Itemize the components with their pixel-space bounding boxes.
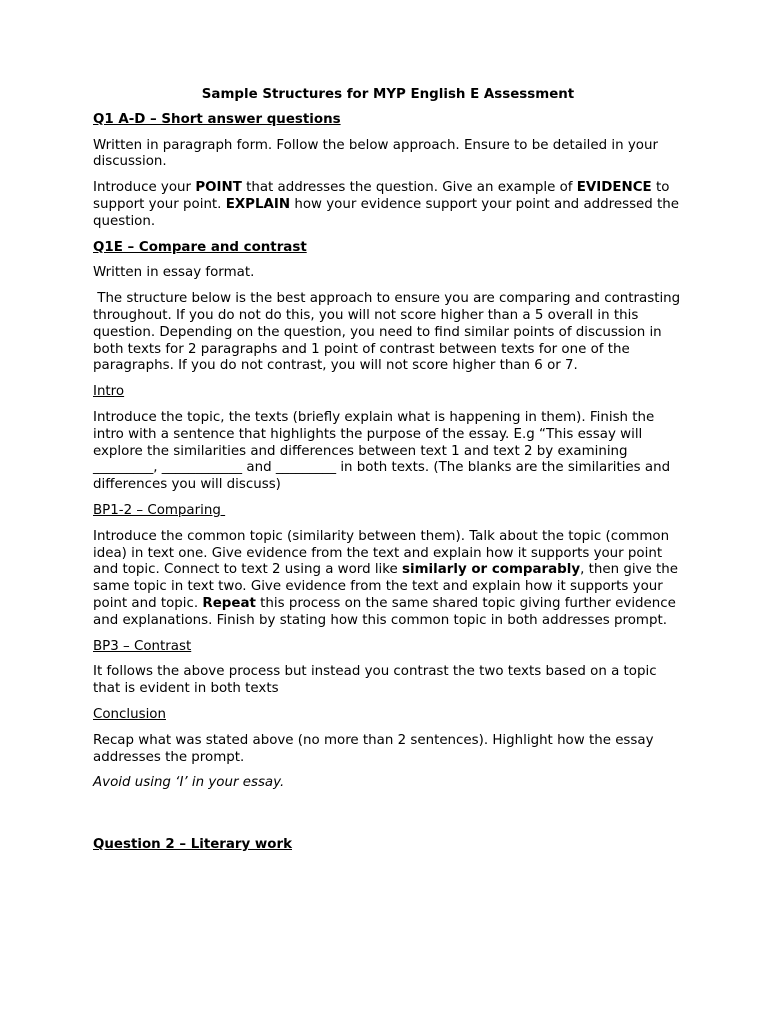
text-span: how your evidence support your point and addressed the question. <box>93 196 680 229</box>
heading-question-2-literary-work: Question 2 – Literary work <box>93 837 293 853</box>
q1-pee-structure <box>93 180 683 230</box>
heading-conclusion: Conclusion <box>93 706 166 722</box>
intro-body: Introduce the topic, the texts (briefly explain what is happening in them). Finish the intro with a sentence that highlights the purpose of the essay. E.g “This essay will explore the similarities and differences between text 1 and text 2 by examining _________, ____________ and _________ in both texts. (The blanks are the similarities and differences you will discuss) <box>93 409 671 493</box>
heading-bp1-2-comparing: BP1-2 – Comparing <box>93 502 226 518</box>
text-span: , then give the same topic in text two. Give evidence from the text and explain how it supports your point and topic. <box>93 562 678 611</box>
q1-paragraph-format: Written in paragraph form. Follow the below approach. Ensure to be detailed in your discussion. <box>93 137 658 170</box>
document-title: Sample Structures for MYP English E Assessment <box>201 87 575 102</box>
bold-explain: EXPLAIN <box>225 196 291 212</box>
spacer <box>93 801 683 837</box>
heading-q1-short-answer: Q1 A-D – Short answer questions <box>93 111 341 127</box>
bold-point: POINT <box>195 180 242 196</box>
text-span: this process on the same shared topic giving further evidence and explanations. Finish by stating how this common topic in both addresses prompt. <box>93 595 676 628</box>
bp3-body: It follows the above process but instead you contrast the two texts based on a topic that is evident in both texts <box>93 664 657 697</box>
heading-q1e-compare-contrast: Q1E – Compare and contrast <box>93 239 307 255</box>
conclusion-note: Avoid using ‘I’ in your essay. <box>93 775 285 791</box>
text-span: that addresses the question. Give an example of <box>241 180 577 196</box>
text-span: Introduce the common topic (similarity between them). Talk about the topic (common idea) in text one. Give evidence from the text and explain how it supports your point and topic. Connect to text 2 using a word like <box>93 528 670 578</box>
heading-intro: Intro <box>93 384 125 400</box>
bold-repeat: Repeat <box>202 595 256 611</box>
text-span: to support your point. <box>93 180 670 212</box>
bp1-2-body <box>93 529 683 630</box>
q1e-essay-format: Written in essay format. <box>93 265 255 281</box>
heading-bp3-contrast: BP3 – Contrast <box>93 638 192 654</box>
document-page <box>93 87 683 863</box>
conclusion-body: Recap what was stated above (no more than 2 sentences). Highlight how the essay addresses the prompt. <box>93 732 654 765</box>
bold-evidence: EVIDENCE <box>576 180 652 196</box>
q1e-structure-explanation: The structure below is the best approach to ensure you are comparing and contrasting throughout. If you do not do this, you will not score higher than a 5 overall in this question. Depending on the question, you need to find similar points of discussion in both texts for 2 paragraphs and 1 point of contrast between texts for one of the paragraphs. If you do not contrast, you will not score higher than 6 or 7. <box>93 291 685 374</box>
text-span: Introduce your <box>93 180 196 196</box>
bold-similarly-comparably: similarly or comparably <box>402 562 581 578</box>
